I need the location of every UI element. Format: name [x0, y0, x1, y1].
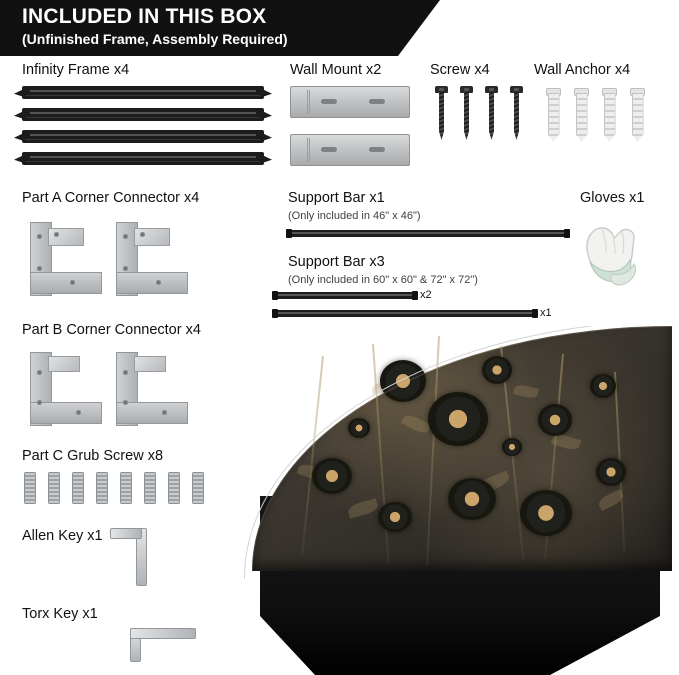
note-support-bar-1: (Only included in 46" x 46") [288, 210, 421, 222]
frame-bar [22, 152, 264, 165]
product-arc-outline [244, 326, 679, 579]
grub-screw [24, 472, 36, 504]
product-photo [232, 326, 679, 675]
page-subtitle: (Unfinished Frame, Assembly Required) [22, 31, 288, 47]
label-infinity-frame: Infinity Frame x4 [22, 62, 130, 78]
frame-bar [22, 86, 264, 99]
label-wall-anchor: Wall Anchor x4 [534, 62, 631, 78]
label-gloves: Gloves x1 [580, 190, 645, 206]
wall-mount-plate [290, 86, 410, 118]
corner-connector-a [116, 222, 186, 294]
callout-support-bar-single: x1 [540, 307, 552, 319]
corner-connector-a [30, 222, 100, 294]
label-part-b: Part B Corner Connector x4 [22, 322, 201, 338]
gloves-icon [572, 214, 658, 300]
label-allen-key: Allen Key x1 [22, 528, 103, 544]
note-support-bar-3: (Only included in 60" x 60" & 72" x 72") [288, 274, 478, 286]
corner-connector-b [116, 352, 186, 424]
label-part-c: Part C Grub Screw x8 [22, 448, 164, 464]
label-screw: Screw x4 [430, 62, 490, 78]
callout-support-bar-pair: x2 [420, 289, 432, 301]
grub-screw [168, 472, 180, 504]
grub-screw [96, 472, 108, 504]
gloves [572, 214, 658, 300]
wall-mount-plate [290, 134, 410, 166]
page-title: INCLUDED IN THIS BOX [22, 5, 267, 28]
grub-screw [120, 472, 132, 504]
grub-screw [48, 472, 60, 504]
frame-bar [22, 130, 264, 143]
label-support-bar-1: Support Bar x1 [288, 190, 385, 206]
frame-bar [22, 108, 264, 121]
support-bar [288, 230, 568, 237]
grub-screw [144, 472, 156, 504]
support-bar [274, 310, 536, 317]
torx-key [130, 606, 210, 658]
label-torx-key: Torx Key x1 [22, 606, 98, 622]
label-part-a: Part A Corner Connector x4 [22, 190, 200, 206]
label-wall-mount: Wall Mount x2 [290, 62, 382, 78]
allen-key [110, 528, 180, 586]
label-support-bar-3: Support Bar x3 [288, 254, 385, 270]
grub-screw [192, 472, 204, 504]
grub-screw [72, 472, 84, 504]
header-banner [0, 0, 679, 56]
corner-connector-b [30, 352, 100, 424]
support-bar [274, 292, 416, 299]
